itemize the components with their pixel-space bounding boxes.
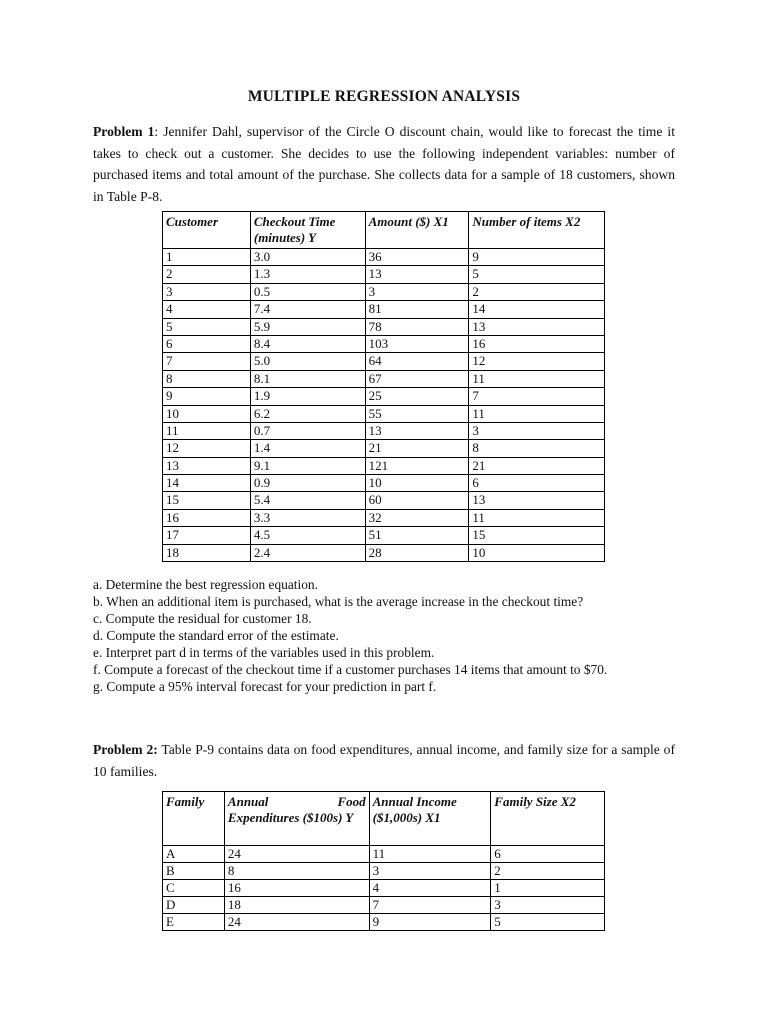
list-item: b. When an additional item is purchased, what is the average increase in the checkout time? — [93, 594, 584, 609]
column-header: Amount ($) X1 — [365, 212, 469, 249]
table-cell: 0.5 — [250, 283, 365, 300]
column-header-text: Annual Income ($1,000s) X1 — [372, 794, 457, 825]
table-row — [163, 335, 605, 352]
table-row — [163, 457, 605, 474]
table-row — [163, 353, 605, 370]
table-cell: 13 — [365, 422, 469, 439]
table-cell: 5.0 — [250, 353, 365, 370]
table-cell: 5 — [491, 914, 605, 931]
table-row — [163, 509, 605, 526]
table-cell: C — [163, 880, 225, 897]
table-cell: 11 — [469, 370, 605, 387]
table-cell: 5 — [469, 266, 605, 283]
table-cell: 13 — [469, 492, 605, 509]
document-title: MULTIPLE REGRESSION ANALYSIS — [247, 88, 521, 105]
table-cell: 2 — [491, 863, 605, 880]
table-cell: 13 — [365, 266, 469, 283]
table-cell: 4 — [163, 301, 251, 318]
table-cell: 8.4 — [250, 335, 365, 352]
table-cell: 0.7 — [250, 422, 365, 439]
table-cell: 18 — [224, 897, 369, 914]
table-cell: 7 — [369, 897, 491, 914]
table-cell: 8 — [163, 370, 251, 387]
table-p9 — [162, 791, 605, 931]
table-cell: 1 — [491, 880, 605, 897]
table-cell: 3 — [365, 283, 469, 300]
table-cell: 5 — [163, 318, 251, 335]
problem1-text: : Jennifer Dahl, supervisor of the Circle O discount chain, would like to forecast the time it takes to check out a customer. She decides to use the following independent variables: number of purchased items and total amount of the purchase. She collects data for a sample of 18 customers, shown in Table P-8. — [93, 124, 675, 204]
table-cell: 6 — [469, 475, 605, 492]
table-cell: 16 — [163, 509, 251, 526]
column-header-text: Food — [337, 794, 366, 809]
table-cell: 18 — [163, 544, 251, 561]
column-header — [491, 792, 605, 846]
table-cell: 1.9 — [250, 388, 365, 405]
table-cell: 1 — [163, 249, 251, 266]
table-cell: 21 — [365, 440, 469, 457]
table-cell: 6.2 — [250, 405, 365, 422]
table-cell: 9.1 — [250, 457, 365, 474]
table-p8-body — [163, 249, 605, 562]
list-item: e. Interpret part d in terms of the variables used in this problem. — [93, 645, 435, 660]
table-cell: 3 — [163, 283, 251, 300]
table-cell: 5.4 — [250, 492, 365, 509]
table-row — [163, 846, 605, 863]
table-cell: 1.3 — [250, 266, 365, 283]
table-cell: 3.0 — [250, 249, 365, 266]
table-cell: 36 — [365, 249, 469, 266]
table-cell: 121 — [365, 457, 469, 474]
table-row — [163, 318, 605, 335]
table-row — [163, 266, 605, 283]
table-cell: 6 — [491, 846, 605, 863]
column-header-text: Expenditures ($100s) Y — [227, 810, 354, 825]
table-p9-body — [163, 846, 605, 931]
table-cell: 11 — [469, 509, 605, 526]
table-row — [163, 914, 605, 931]
column-header-text: Family — [166, 794, 205, 809]
table-cell: 103 — [365, 335, 469, 352]
table-cell: 10 — [469, 544, 605, 561]
table-row — [163, 880, 605, 897]
table-cell: 32 — [365, 509, 469, 526]
table-cell: 2.4 — [250, 544, 365, 561]
table-cell: 15 — [163, 492, 251, 509]
table-cell: 24 — [224, 914, 369, 931]
problem2-paragraph — [93, 739, 675, 783]
table-cell: 3 — [369, 863, 491, 880]
table-cell: 25 — [365, 388, 469, 405]
list-item: g. Compute a 95% interval forecast for your prediction in part f. — [93, 679, 437, 694]
table-cell: 8 — [469, 440, 605, 457]
table-cell: 11 — [163, 422, 251, 439]
table-header-row — [163, 212, 605, 249]
table-row — [163, 897, 605, 914]
table-cell: 67 — [365, 370, 469, 387]
table-cell: D — [163, 897, 225, 914]
table-cell: 60 — [365, 492, 469, 509]
table-cell: 24 — [224, 846, 369, 863]
table-cell: 4.5 — [250, 527, 365, 544]
table-cell: 17 — [163, 527, 251, 544]
table-cell: 14 — [469, 301, 605, 318]
table-cell: 4 — [369, 880, 491, 897]
problem1-paragraph — [93, 121, 675, 207]
table-cell: 16 — [469, 335, 605, 352]
table-cell: 64 — [365, 353, 469, 370]
table-cell: 9 — [369, 914, 491, 931]
list-item: a. Determine the best regression equation. — [93, 577, 318, 592]
table-row — [163, 301, 605, 318]
table-row — [163, 388, 605, 405]
table-cell: 9 — [469, 249, 605, 266]
table-cell: 8.1 — [250, 370, 365, 387]
table-cell: 7 — [469, 388, 605, 405]
table-cell: 3 — [491, 897, 605, 914]
table-header-row — [163, 792, 605, 846]
table-cell: 3 — [469, 422, 605, 439]
problem2-text: Table P-9 contains data on food expenditures, annual income, and family size for a sample of 10 families. — [93, 742, 675, 779]
table-cell: 13 — [469, 318, 605, 335]
table-cell: 0.9 — [250, 475, 365, 492]
table-cell: 2 — [469, 283, 605, 300]
table-cell: 9 — [163, 388, 251, 405]
table-row — [163, 475, 605, 492]
table-row — [163, 527, 605, 544]
table-cell: 12 — [163, 440, 251, 457]
list-item: f. Compute a forecast of the checkout time if a customer purchases 14 items that amount to $70. — [93, 662, 608, 677]
table-cell: 11 — [469, 405, 605, 422]
table-cell: 81 — [365, 301, 469, 318]
table-cell: 55 — [365, 405, 469, 422]
table-row — [163, 370, 605, 387]
table-p8 — [162, 211, 605, 562]
column-header: Checkout Time (minutes) Y — [250, 212, 365, 249]
table-row — [163, 863, 605, 880]
table-cell: 10 — [163, 405, 251, 422]
table-cell: 16 — [224, 880, 369, 897]
table-cell: 78 — [365, 318, 469, 335]
table-row — [163, 249, 605, 266]
column-header — [224, 792, 369, 846]
table-row — [163, 422, 605, 439]
problem2-label: Problem 2: — [93, 742, 158, 757]
table-cell: 3.3 — [250, 509, 365, 526]
column-header — [163, 792, 225, 846]
table-cell: 28 — [365, 544, 469, 561]
column-header — [369, 792, 491, 846]
table-cell: 5.9 — [250, 318, 365, 335]
table-row — [163, 440, 605, 457]
table-cell: 2 — [163, 266, 251, 283]
table-cell: 1.4 — [250, 440, 365, 457]
table-cell: 15 — [469, 527, 605, 544]
table-row — [163, 492, 605, 509]
table-cell: 51 — [365, 527, 469, 544]
list-item: d. Compute the standard error of the estimate. — [93, 628, 339, 643]
list-item: c. Compute the residual for customer 18. — [93, 611, 312, 626]
problem1-questions — [93, 576, 675, 695]
table-cell: E — [163, 914, 225, 931]
table-row — [163, 544, 605, 561]
table-cell: 7 — [163, 353, 251, 370]
table-cell: 8 — [224, 863, 369, 880]
table-cell: 12 — [469, 353, 605, 370]
column-header-text: Annual — [227, 794, 269, 809]
table-cell: 6 — [163, 335, 251, 352]
table-cell: 11 — [369, 846, 491, 863]
table-cell: 21 — [469, 457, 605, 474]
table-row — [163, 283, 605, 300]
column-header: Customer — [163, 212, 251, 249]
table-cell: 14 — [163, 475, 251, 492]
table-row — [163, 405, 605, 422]
column-header: Number of items X2 — [469, 212, 605, 249]
table-cell: 10 — [365, 475, 469, 492]
table-cell: B — [163, 863, 225, 880]
table-cell: A — [163, 846, 225, 863]
table-cell: 13 — [163, 457, 251, 474]
column-header-text: Family Size X2 — [494, 794, 576, 809]
problem1-label: Problem 1 — [93, 124, 155, 139]
table-cell: 7.4 — [250, 301, 365, 318]
